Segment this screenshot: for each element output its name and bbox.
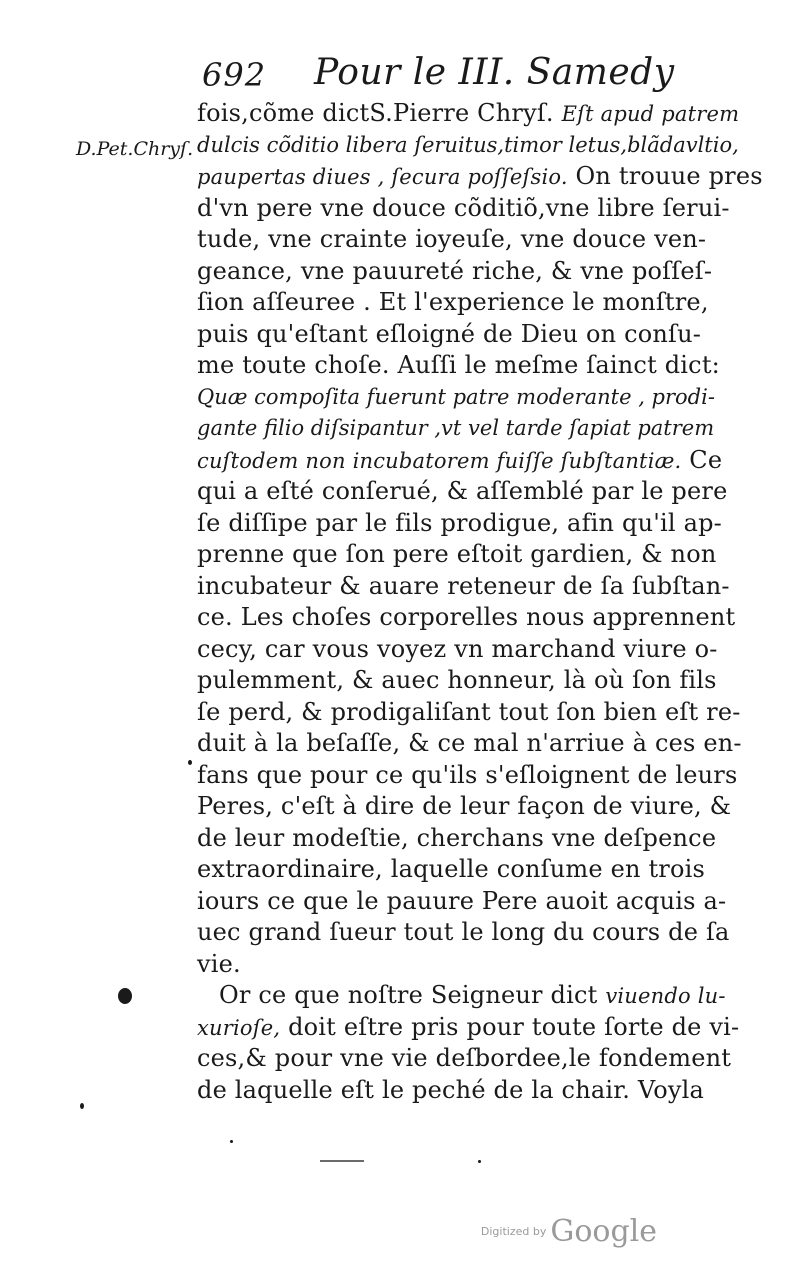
text-line bbox=[197, 980, 726, 1012]
text-line bbox=[197, 476, 728, 508]
latin-quote-text: gante filio diſsipantur ,vt vel tarde ſapiat patrem bbox=[197, 416, 715, 440]
latin-quote-text: viuendo lu- bbox=[605, 984, 726, 1008]
latin-quote-text: cuſtodem non incubatorem fuiſſe ſubſtantiæ. bbox=[197, 448, 682, 473]
text-line bbox=[197, 665, 717, 697]
body-text bbox=[197, 98, 763, 1106]
text-line bbox=[197, 319, 702, 351]
line-text: pulemment, & auec honneur, là où ſon fils bbox=[197, 666, 717, 694]
google-logo: Google bbox=[550, 1214, 657, 1249]
text-line bbox=[197, 161, 763, 193]
line-text: ſe diſſipe par le fils prodigue, afin qu'il ap- bbox=[197, 508, 722, 537]
line-text: Or ce que noſtre Seigneur dict bbox=[219, 981, 606, 1009]
ink-dot-mark bbox=[80, 1103, 84, 1109]
line-text: puis qu'eſtant eſloigné de Dieu on conſu- bbox=[197, 319, 702, 348]
text-line bbox=[197, 539, 717, 571]
text-line bbox=[197, 634, 718, 666]
text-line bbox=[197, 760, 738, 792]
text-line bbox=[197, 1075, 705, 1107]
text-line bbox=[197, 256, 713, 288]
text-line bbox=[197, 697, 741, 729]
line-text: ſion aſſeuree . Et l'experience le monſtre, bbox=[197, 288, 709, 316]
line-text: ces,& pour vne vie deſbordee,le fondement bbox=[197, 1044, 732, 1072]
line-text: qui a eſté conſerué, & aſſemblé par le pere bbox=[197, 477, 728, 505]
text-line bbox=[197, 1012, 740, 1044]
line-text: fans que pour ce qu'ils s'eſloignent de leurs bbox=[197, 760, 738, 789]
line-text: fois,cõme dictS.Pierre Chryſ. bbox=[197, 99, 562, 127]
text-line bbox=[197, 1043, 732, 1075]
text-line bbox=[197, 350, 720, 382]
page-number: 692 bbox=[202, 56, 267, 94]
text-line bbox=[197, 602, 736, 634]
line-text: Peres, c'eſt à dire de leur façon de viure, & bbox=[197, 792, 732, 820]
text-line bbox=[197, 130, 739, 162]
line-text: tude, vne crainte ioyeuſe, vne douce ven- bbox=[197, 225, 707, 253]
ink-dot-mark bbox=[478, 1160, 481, 1163]
watermark-prefix: Digitized by bbox=[480, 1225, 547, 1238]
ink-blot-mark bbox=[118, 988, 132, 1004]
text-line bbox=[197, 823, 717, 855]
text-line bbox=[197, 382, 715, 414]
latin-quote-text: Eſt apud patrem bbox=[561, 102, 740, 126]
running-title: Pour le III. Samedy bbox=[314, 52, 675, 93]
line-text: On trouue pres bbox=[567, 162, 763, 190]
margin-note: D.Pet.Chryſ. bbox=[76, 138, 194, 160]
text-line bbox=[197, 728, 742, 760]
line-text: Ce bbox=[681, 445, 723, 474]
line-text: incubateur & auare reteneur de ſa ſubſtan- bbox=[197, 571, 730, 600]
text-line bbox=[197, 571, 730, 603]
ink-smudge-mark bbox=[320, 1160, 364, 1162]
text-line bbox=[197, 224, 707, 256]
text-line bbox=[197, 413, 715, 445]
ink-dot-mark bbox=[188, 760, 192, 765]
latin-quote-text: Quæ compoſita fuerunt patre moderante , prodi- bbox=[197, 384, 715, 409]
text-line bbox=[197, 508, 722, 540]
line-text: cecy, car vous voyez vn marchand viure o- bbox=[197, 634, 718, 663]
line-text: vie. bbox=[197, 949, 241, 978]
latin-quote-text: xurioſe, bbox=[197, 1015, 281, 1040]
line-text: doit eſtre pris pour toute ſorte de vi- bbox=[280, 1012, 740, 1041]
line-text: ſe perd, & prodigaliſant tout ſon bien eſt re- bbox=[197, 697, 741, 726]
line-text: ce. Les choſes corporelles nous apprennent bbox=[197, 603, 736, 631]
line-text: iours ce que le pauure Pere auoit acquis a- bbox=[197, 886, 727, 915]
text-line bbox=[197, 287, 709, 319]
text-line bbox=[197, 949, 699, 981]
line-text: geance, vne pauureté riche, & vne poſſeſ- bbox=[197, 256, 713, 285]
text-line bbox=[197, 445, 723, 477]
ink-dot-mark bbox=[230, 1140, 233, 1143]
page-header bbox=[202, 52, 675, 96]
line-text: uec grand ſueur tout le long du cours de ſa bbox=[197, 918, 730, 946]
text-line bbox=[197, 98, 740, 130]
line-text: de laquelle eſt le peché de la chair. Voyla bbox=[197, 1075, 705, 1104]
text-line bbox=[197, 917, 730, 949]
line-text: duit à la beſaſſe, & ce mal n'arriue à ces en- bbox=[197, 729, 742, 757]
text-line bbox=[197, 193, 730, 225]
digitized-watermark bbox=[481, 1214, 657, 1249]
text-line bbox=[197, 854, 706, 886]
latin-quote-text: paupertas diues , ſecura poſſeſsio. bbox=[197, 165, 568, 189]
line-text: me toute choſe. Auſſi le meſme ſainct dict: bbox=[197, 351, 720, 379]
line-text: de leur modeſtie, cherchans vne deſpence bbox=[197, 823, 717, 852]
line-text: extraordinaire, laquelle conſume en trois bbox=[197, 855, 706, 883]
line-text: prenne que ſon pere eſtoit gardien, & non bbox=[197, 540, 717, 568]
latin-quote-text: dulcis cõditio libera ſeruitus,timor letus,blãdavltio, bbox=[197, 132, 739, 157]
line-text: d'vn pere vne douce cõditiõ,vne libre ſerui- bbox=[197, 193, 730, 222]
text-line bbox=[197, 791, 732, 823]
text-line bbox=[197, 886, 727, 918]
